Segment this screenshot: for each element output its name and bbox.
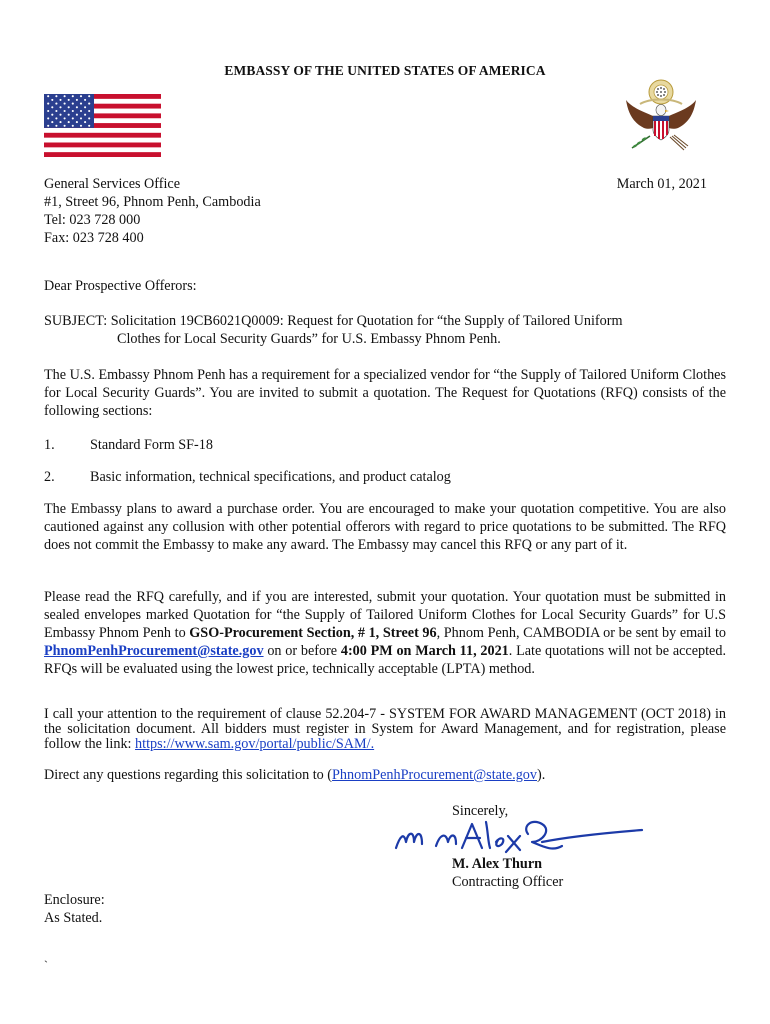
flag-star: [72, 95, 74, 97]
flag-star: [68, 114, 70, 116]
flag-star: [72, 103, 74, 105]
flag-star: [64, 117, 66, 119]
flag-star: [80, 117, 82, 119]
flag-star: [80, 103, 82, 105]
sender-address: #1, Street 96, Phnom Penh, Cambodia: [44, 194, 261, 210]
signer-name: M. Alex Thurn: [452, 856, 543, 872]
flag-star: [55, 103, 57, 105]
submission-text: , Phnom Penh, CAMBODIA or be sent by email to: [436, 625, 726, 641]
flag-star: [51, 121, 53, 123]
sender-tel: Tel: 023 728 000: [44, 212, 141, 228]
flag-star: [88, 110, 90, 112]
submission-address: GSO-Procurement Section, # 1, Street 96: [189, 625, 437, 641]
flag-star: [84, 106, 86, 108]
sam-text: I call your attention to the requirement of clause 52.204-7 - SYSTEM FOR AWARD MANAGEMENT (OCT 2018) in the solicitation document. All bidders must register in System for Award Management, and for registration, please follow the link:: [44, 706, 726, 752]
flag-star: [47, 95, 49, 97]
flag-star: [80, 125, 82, 127]
flag-star: [72, 117, 74, 119]
flag-star: [64, 110, 66, 112]
paragraph-questions: [44, 766, 726, 784]
flag-star: [47, 103, 49, 105]
flag-star: [84, 121, 86, 123]
flag-star: [76, 106, 78, 108]
flag-star: [47, 125, 49, 127]
flag-star: [88, 117, 90, 119]
page-title: EMBASSY OF THE UNITED STATES OF AMERICA: [224, 63, 546, 78]
flag-star: [59, 114, 61, 116]
flag-star: [59, 121, 61, 123]
flag-star: [76, 121, 78, 123]
list-item-number: 2.: [44, 469, 55, 485]
flag-star: [68, 99, 70, 101]
flag-star: [68, 121, 70, 123]
submission-text: Please read the RFQ carefully, and if you are interested, submit your quotation. Your quotation must be submitted in sealed envelopes marked Quotation for “the Supply of Tailored Uniform Clothes for Local Security Guards” for U.S Embassy Phnom Penh to: [44, 589, 726, 641]
flag-star: [59, 106, 61, 108]
flag-star: [55, 110, 57, 112]
subject-line-2: Clothes for Local Security Guards” for U.S. Embassy Phnom Penh.: [117, 331, 501, 347]
flag-star: [84, 114, 86, 116]
procurement-email-link[interactable]: PhnomPenhProcurement@state.gov: [44, 643, 264, 659]
flag-star: [68, 106, 70, 108]
paragraph-intro: The U.S. Embassy Phnom Penh has a requirement for a specialized vendor for “the Supply of Tailored Uniform Clothes for Local Security Guards”. You are invited to submit a quotation. The Request for Quotations (RFQ) consists of the following sections:: [44, 367, 726, 419]
list-item-label: Standard Form SF-18: [90, 437, 213, 453]
subject-line-1: SUBJECT: Solicitation 19CB6021Q0009: Request for Quotation for “the Supply of Tailored Uniform: [44, 313, 623, 329]
questions-text: Direct any questions regarding this solicitation to (: [44, 767, 333, 783]
list-item-number: 1.: [44, 437, 55, 453]
closing-sincerely: Sincerely,: [452, 803, 509, 819]
flag-star: [47, 110, 49, 112]
sam-link[interactable]: https://www.sam.gov/portal/public/SAM/.: [135, 736, 375, 752]
submission-text: . Late quotations will not be accepted. RFQs will be evaluated using the lowest price, technically acceptable (LPTA) method.: [44, 643, 726, 677]
flag-star: [88, 125, 90, 127]
embassy-seal-icon: [622, 78, 698, 160]
paragraph-sam: [44, 707, 726, 752]
salutation: Dear Prospective Offerors:: [44, 278, 197, 294]
flag-star: [55, 95, 57, 97]
paragraph-submission: [44, 588, 726, 678]
flag-star: [55, 125, 57, 127]
flag-star: [72, 110, 74, 112]
flag-star: [51, 114, 53, 116]
signer-title: Contracting Officer: [452, 874, 564, 890]
questions-text-end: ).: [537, 767, 546, 783]
flag-star: [84, 99, 86, 101]
flag-star: [59, 99, 61, 101]
flag-star: [76, 114, 78, 116]
questions-email-link[interactable]: PhnomPenhProcurement@state.gov: [332, 767, 537, 783]
sender-block: [44, 175, 261, 247]
letter-date: March 01, 2021: [616, 176, 707, 192]
flag-star: [76, 99, 78, 101]
us-flag-icon: [44, 94, 161, 157]
flag-star: [51, 106, 53, 108]
flag-star: [64, 125, 66, 127]
flag-star: [47, 117, 49, 119]
sender-fax: Fax: 023 728 400: [44, 230, 144, 246]
flag-star: [64, 103, 66, 105]
submission-deadline: 4:00 PM on March 11, 2021: [340, 643, 509, 659]
stray-mark: `: [44, 958, 48, 972]
flag-star: [80, 95, 82, 97]
flag-star: [88, 103, 90, 105]
flag-star: [64, 95, 66, 97]
list-item-label: Basic information, technical specifications, and product catalog: [90, 469, 451, 485]
submission-text: on or before: [263, 643, 341, 659]
flag-star: [88, 95, 90, 97]
flag-star: [51, 99, 53, 101]
sender-office: General Services Office: [44, 176, 181, 192]
enclosure-label: Enclosure:: [44, 892, 105, 908]
subject-line: [44, 312, 734, 348]
enclosure-value: As Stated.: [44, 910, 103, 926]
paragraph-award: The Embassy plans to award a purchase order. You are encouraged to make your quotation competitive. You are also cautioned against any collusion with other potential offerors with regard to price quotations to be submitted. The RFQ does not commit the Embassy to make any award. The Embassy may cancel this RFQ or any part of it.: [44, 501, 726, 553]
flag-star: [72, 125, 74, 127]
flag-star: [55, 117, 57, 119]
flag-star: [80, 110, 82, 112]
